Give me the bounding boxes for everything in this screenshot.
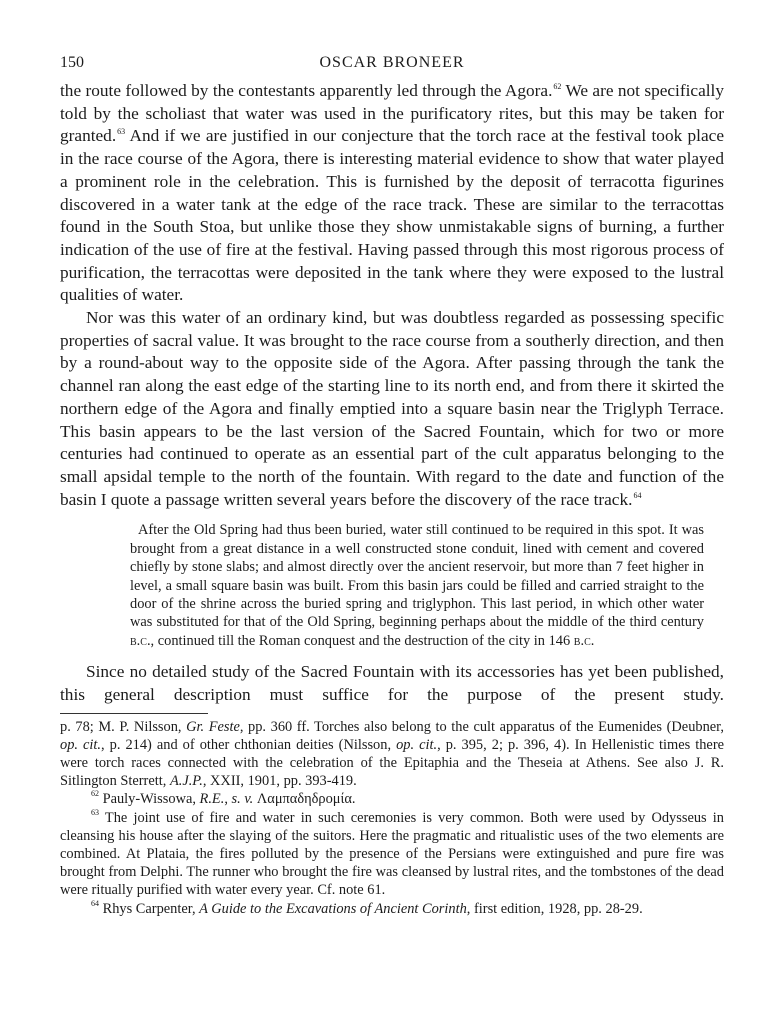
fn-text: , pp. 360 ff. Torches also belong to the cult apparatus of the Eumenides (Deubner, [239,718,724,735]
fn-text: , p. 214) and of other chthonian deities (Nilsson, [101,736,397,753]
paragraph-3: Since no detailed study of the Sacred Fountain with its accessories has yet been published, this general description must suffice for the purpose of the present study. [60,662,724,704]
block-quote-text-a: After the Old Spring had thus been buried, water still continued to be required in this spot. It was brought from a great distance in a well constructed stone conduit, lined with cement and covered chiefly by stone slabs; and almost directly over the ancient reservoir, but more than 7 feet higher in level, a small square basin was built. From this basin jars could be filled and carried straight to the door of the shrine across the buried spring and triglyphon. This last period, in which other water was substituted for that of the Old Spring, beginning perhaps about the middle of the third century [130,522,704,631]
fn-text: , [224,791,232,808]
era-abbrev: b.c. [573,632,595,649]
fn-op-cit: op. cit. [60,736,102,753]
footnote-number: 62 [91,789,99,799]
footnotes [60,718,724,918]
fn-sv: s. v. [231,791,254,808]
paragraph-1-text-b: We are not specifically told by the scholiast that water was used in the purificatory rites, but this may be taken for granted. [60,81,724,146]
paragraph-1 [60,80,724,307]
fn-text: The joint use of fire and water in such ceremonies is very common. Both were used by Odysseus in cleansing his house after the slaying of the suitors. Here the pragmatic and ritualistic uses of the two elements are combined. At Plataia, the fires polluted by the presence of the Persians were extinguished and pure fire was brought from Delphi. The runner who brought the fire was cleansed by lustral rites, and the tombstones of the dead were ritually purified with water every year. Cf. note 61. [60,809,724,899]
page [60,54,724,918]
page-number: 150 [60,54,84,71]
fn-text: p. 78; M. P. Nilsson, [60,718,187,735]
paragraph-1-text-a: the route followed by the contestants apparently led through the Agora. [60,81,553,100]
fn-op-cit: op. cit. [396,736,438,753]
fn-text: , p. 395, 2; p. 396, 4). In Hellenistic times there were torch races connected with the celebration of the Epitaphia and the Theseia at Athens. See also J. R. Sitlington Sterrett, [60,736,724,790]
footnote-number: 64 [91,898,99,908]
running-head: OSCAR BRONEER [319,54,465,71]
footnote-64 [60,900,724,918]
footnote-61-continued [60,718,724,791]
fn-title: Gr. Feste [186,718,240,735]
block-quote-text-b: , continued till the Roman conquest and the destruction of the city in 146 [150,632,574,649]
fn-abbrev: R.E. [199,791,225,808]
fn-text: , XXII, 1901, pp. 393-419. [202,773,357,790]
fn-title: A Guide to the Excavations of Ancient Corinth [199,900,467,917]
footnote-ref-62[interactable]: 62 [553,82,562,91]
footnote-ref-64[interactable]: 64 [633,490,642,500]
fn-greek: Λαμπαδηδρομία. [253,791,356,808]
footnote-ref-63[interactable]: 63 [117,127,126,137]
page-header [60,54,724,80]
footnote-divider [60,713,208,714]
era-abbrev: b.c. [130,632,151,649]
fn-journal: A.J.P. [169,773,203,790]
fn-text: Pauly-Wissowa, [99,791,200,808]
fn-text: , first edition, 1928, pp. 28-29. [466,900,643,917]
fn-text: Rhys Carpenter, [99,900,200,917]
footnote-number: 63 [91,807,99,817]
paragraph-1-text-c: And if we are justified in our conjecture that the torch race at the festival took place in the race course of the Agora, there is interesting material evidence to show that water played a prominent role in the celebration. This is furnished by the deposit of terracotta figurines discovered in a water tank at the edge of the race track. These are similar to the terracottas found in the South Stoa, but unlike those they show unmistakable signs of burning, a further indication of the use of fire at the festival. Having passed through this most rigorous process of purification, the terracottas were deposited in the tank where they were exposed to the lustral qualities of water. [60,126,724,305]
footnote-63 [60,809,724,900]
paragraph-2-text: Nor was this water of an ordinary kind, but was doubtless regarded as possessing specific properties of sacral value. It was brought to the race course from a southerly direction, and then by a round-about way to the opposite side of the Agora. After passing through the tank the channel ran along the east edge of the starting line to its north end, and from there it skirted the northern edge of the Agora and finally emptied into a square basin near the Triglyph Terrace. This basin appears to be the last version of the Sacred Fountain, which for two or more centuries had continued to operate as an essential part of the cult apparatus belonging to the small apsidal temple to the north of the fountain. With regard to the date and function of the basin I quote a passage written several years before the discovery of the race track. [60,308,724,509]
footnote-62 [60,790,724,808]
block-quote [130,521,704,650]
paragraph-2 [60,307,724,511]
